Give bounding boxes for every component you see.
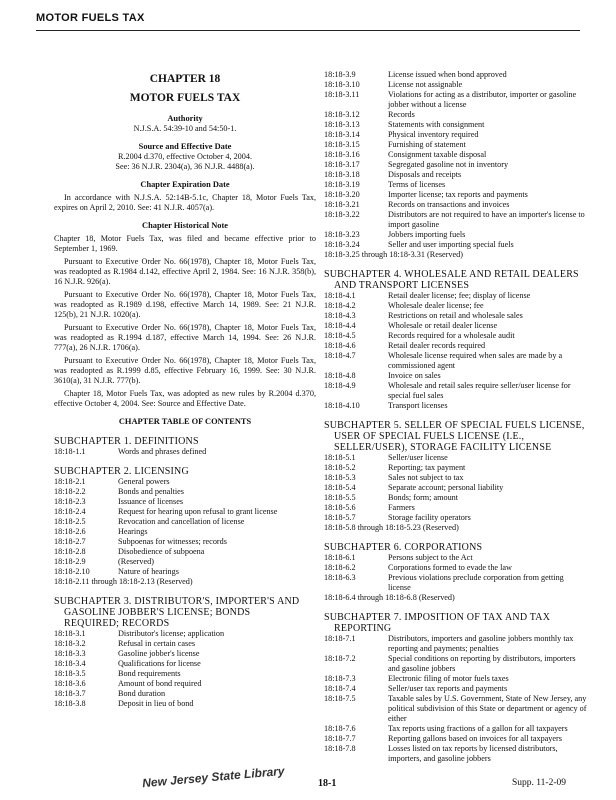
toc-section-title: Transport licenses: [388, 401, 448, 410]
toc-entry: [324, 331, 588, 341]
toc-section-number: 18:18-4.2: [324, 301, 356, 310]
toc-section-number: 18:18-5.2: [324, 463, 356, 472]
toc-section-title: Importer license; tax reports and payments: [388, 190, 528, 199]
toc-section-title: Seller/user tax reports and payments: [388, 684, 508, 693]
toc-section-number: 18:18-4.8: [324, 371, 356, 380]
toc-section-number: 18:18-3.13: [324, 120, 360, 129]
toc-entry: [54, 689, 316, 699]
expiration-text: In accordance with N.J.S.A. 52:14B-5.1c, Chapter 18, Motor Fuels Tax, expires on April 2, 2010. See: 41 N.J.R. 4057(a).: [54, 193, 316, 212]
toc-section-title: Jobbers importing fuels: [388, 230, 466, 239]
toc-entry: [324, 684, 588, 694]
toc-section-number: 18:18-7.6: [324, 724, 356, 733]
toc-section-title: Distributors, importers and gasoline jobbers monthly tax reporting and payments; penalties: [388, 634, 574, 653]
subchapter-heading: [324, 542, 588, 553]
authority-heading: Authority: [167, 114, 203, 123]
toc-section-number: 18:18-6.2: [324, 563, 356, 572]
toc-section-title: Words and phrases defined: [118, 447, 207, 456]
toc-entry: [324, 563, 588, 573]
chapter-number: CHAPTER 18: [149, 73, 221, 85]
toc-entry: [324, 351, 588, 371]
toc-section-number: 18:18-3.23: [324, 230, 360, 239]
toc-entry: [324, 744, 588, 764]
subchapter-heading-line: SELLER/USER), STORAGE FACILITY LICENSE: [334, 442, 552, 453]
subchapter-heading-line: SUBCHAPTER 5. SELLER OF SPECIAL FUELS LICENSE,: [324, 420, 585, 431]
toc-heading: CHAPTER TABLE OF CONTENTS: [118, 417, 252, 426]
toc-section-number: 18:18-3.5: [54, 669, 86, 678]
subchapter-heading: [54, 466, 316, 477]
toc-section-title: Tax reports using fractions of a gallon for all taxpayers: [388, 724, 568, 733]
toc-entry: [324, 110, 588, 120]
source-line: See: 36 N.J.R. 2304(a), 36 N.J.R. 4488(a).: [115, 162, 255, 171]
toc-entry: [54, 659, 316, 669]
toc-entry: [324, 230, 588, 240]
subchapter-heading-line: REQUIRED; RECORDS: [64, 618, 170, 629]
subchapter-heading-line: SUBCHAPTER 7. IMPOSITION OF TAX AND TAX: [324, 612, 551, 623]
toc-entry: [54, 557, 316, 567]
toc-section-title: Records required for a wholesale audit: [388, 331, 515, 340]
toc-section-number: 18:18-5.7: [324, 513, 356, 522]
toc-reserved-range: 18:18-2.11 through 18:18-2.13 (Reserved): [54, 577, 193, 586]
toc-entry: [324, 80, 588, 90]
toc-entry: [54, 639, 316, 649]
toc-section-title: Reporting; tax payment: [388, 463, 466, 472]
toc-section-number: 18:18-7.2: [324, 654, 356, 663]
library-stamp: New Jersey State Library: [141, 763, 286, 791]
toc-section-title: Gasoline jobber's license: [118, 649, 200, 658]
toc-section-number: 18:18-2.5: [54, 517, 86, 526]
toc-section-number: 18:18-3.15: [324, 140, 360, 149]
toc-entry: [324, 463, 588, 473]
toc-entry: [324, 190, 588, 200]
toc-section-number: 18:18-2.8: [54, 547, 86, 556]
toc-section-title: Request for hearing upon refusal to grant license: [118, 507, 278, 516]
history-paragraph: Chapter 18, Motor Fuels Tax, was adopted as new rules by R.2004 d.370, effective October 4, 2004. See: Source and Effective Date.: [54, 389, 316, 408]
page-number: 18-1: [318, 778, 337, 789]
left-column: [54, 72, 316, 709]
toc-entry: [324, 90, 588, 110]
toc-entry: [54, 567, 316, 577]
left-toc-list: [54, 436, 316, 709]
subchapter-heading-line: SUBCHAPTER 3. DISTRIBUTOR'S, IMPORTER'S AND: [54, 596, 300, 607]
authority-text: N.J.S.A. 54:39-10 and 54:50-1.: [133, 124, 237, 133]
toc-section-title: Bond duration: [118, 689, 166, 698]
toc-entry: [54, 629, 316, 639]
subchapter-heading: [324, 269, 588, 291]
toc-section-number: 18:18-4.4: [324, 321, 356, 330]
toc-entry: [324, 240, 588, 250]
toc-entry: [324, 473, 588, 483]
toc-section-number: 18:18-3.6: [54, 679, 86, 688]
subchapter-heading-line: AND TRANSPORT LICENSES: [334, 280, 470, 291]
toc-section-title: Special conditions on reporting by distributors, importers and gasoline jobbers: [388, 654, 576, 673]
toc-section-title: Wholesale dealer license; fee: [388, 301, 484, 310]
toc-section-number: 18:18-3.20: [324, 190, 360, 199]
toc-entry: [324, 311, 588, 321]
toc-entry: [54, 487, 316, 497]
toc-section-title: Seller and user importing special fuels: [388, 240, 514, 249]
toc-section-title: Revocation and cancellation of license: [118, 517, 245, 526]
toc-section-number: 18:18-3.1: [54, 629, 86, 638]
toc-section-number: 18:18-6.3: [324, 573, 356, 582]
subchapter-heading: [54, 596, 316, 629]
toc-section-number: 18:18-4.9: [324, 381, 356, 390]
toc-section-title: Disposals and receipts: [388, 170, 462, 179]
toc-entry: [324, 371, 588, 381]
toc-section-title: Wholesale or retail dealer license: [388, 321, 498, 330]
toc-section-number: 18:18-3.7: [54, 689, 86, 698]
toc-entry: [324, 150, 588, 160]
toc-section-title: Qualifications for license: [118, 659, 201, 668]
toc-entry: [54, 517, 316, 527]
toc-section-number: 18:18-4.10: [324, 401, 360, 410]
expiration-heading: Chapter Expiration Date: [140, 180, 230, 189]
toc-section-title: Invoice on sales: [388, 371, 441, 380]
toc-section-title: Electronic filing of motor fuels taxes: [388, 674, 509, 683]
toc-reserved-range: 18:18-5.8 through 18:18-5.23 (Reserved): [324, 523, 459, 532]
toc-section-number: 18:18-6.1: [324, 553, 356, 562]
toc-entry: [324, 210, 588, 230]
header-rule: [36, 30, 580, 31]
toc-section-title: General powers: [118, 477, 170, 486]
toc-entry: [324, 694, 588, 724]
toc-section-number: 18:18-5.1: [324, 453, 356, 462]
toc-section-number: 18:18-4.6: [324, 341, 356, 350]
toc-section-title: Taxable sales by U.S. Government, State of New Jersey, any political subdivision of this State or department or agency of either: [388, 694, 587, 723]
history-paragraph: Pursuant to Executive Order No. 66(1978), Chapter 18, Motor Fuels Tax, was readopted as R.1999 d.85, effective February 16, 1999. See: 30 N.J.R. 3610(a), 31 N.J.R. 777(b).: [54, 356, 316, 385]
toc-section-title: (Reserved): [118, 557, 154, 566]
toc-section-title: Sales not subject to tax: [388, 473, 464, 482]
toc-section-number: 18:18-5.4: [324, 483, 356, 492]
toc-section-number: 18:18-3.19: [324, 180, 360, 189]
toc-section-number: 18:18-2.3: [54, 497, 86, 506]
toc-entry: [54, 547, 316, 557]
toc-entry: [324, 140, 588, 150]
toc-section-title: Amount of bond required: [118, 679, 202, 688]
toc-section-title: Disobedience of subpoena: [118, 547, 205, 556]
source-heading: Source and Effective Date: [138, 142, 232, 151]
subchapter-heading: [324, 612, 588, 634]
history-paragraph: Pursuant to Executive Order No. 66(1978), Chapter 18, Motor Fuels Tax, was readopted as R.1989 d.198, effective March 14, 1989. See: 21 N.J.R. 125(b), 21 N.J.R. 1020(a).: [54, 290, 316, 319]
toc-section-number: 18:18-7.8: [324, 744, 356, 753]
toc-entry: [54, 507, 316, 517]
subchapter-heading-line: USER OF SPECIAL FUELS LICENSE (I.E.,: [334, 431, 525, 442]
toc-entry: [54, 669, 316, 679]
history-heading: Chapter Historical Note: [142, 221, 228, 230]
toc-entry: [54, 679, 316, 689]
toc-section-title: Issuance of licenses: [118, 497, 184, 506]
toc-section-number: 18:18-2.2: [54, 487, 86, 496]
toc-section-title: Wholesale and retail sales require seller/user license for special fuel sales: [388, 381, 571, 400]
toc-section-number: 18:18-3.21: [324, 200, 360, 209]
toc-section-title: Corporations formed to evade the law: [388, 563, 512, 572]
toc-reserved-range: 18:18-6.4 through 18:18-6.8 (Reserved): [324, 593, 455, 602]
toc-section-title: Bonds and penalties: [118, 487, 184, 496]
toc-section-title: License issued when bond approved: [388, 70, 507, 79]
toc-section-title: Retail dealer records required: [388, 341, 486, 350]
toc-entry: [54, 649, 316, 659]
toc-section-title: Persons subject to the Act: [388, 553, 473, 562]
toc-entry: [324, 160, 588, 170]
toc-entry: [324, 170, 588, 180]
toc-entry: [324, 341, 588, 351]
toc-entry: [324, 493, 588, 503]
toc-entry: [324, 634, 588, 654]
toc-section-number: 18:18-7.4: [324, 684, 356, 693]
toc-entry: [324, 573, 588, 593]
toc-section-number: 18:18-3.4: [54, 659, 86, 668]
history-paragraph: Pursuant to Executive Order No. 66(1978), Chapter 18, Motor Fuels Tax, was readopted as R.1984 d.142, effective April 2, 1984. See: 16 N.J.R. 358(b), 16 N.J.R. 926(a).: [54, 257, 316, 286]
toc-entry: [324, 503, 588, 513]
toc-entry: [54, 537, 316, 547]
toc-section-title: Reporting gallons based on invoices for all taxpayers: [388, 734, 562, 743]
toc-section-number: 18:18-3.14: [324, 130, 360, 139]
subchapter-heading: [54, 436, 316, 447]
toc-section-title: Violations for acting as a distributor, importer or gasoline jobber without a license: [388, 90, 577, 109]
toc-entry: [324, 654, 588, 674]
toc-section-title: Refusal in certain cases: [118, 639, 196, 648]
toc-section-number: 18:18-3.16: [324, 150, 360, 159]
toc-entry: [324, 724, 588, 734]
running-head: MOTOR FUELS TAX: [36, 12, 145, 24]
toc-section-title: Wholesale license required when sales are made by a commissioned agent: [388, 351, 563, 370]
chapter-title: MOTOR FUELS TAX: [129, 92, 241, 104]
toc-entry: [324, 553, 588, 563]
toc-section-number: 18:18-7.7: [324, 734, 356, 743]
toc-section-title: Retail dealer license; fee; display of license: [388, 291, 531, 300]
toc-section-number: 18:18-2.4: [54, 507, 86, 516]
toc-section-title: Records on transactions and invoices: [388, 200, 510, 209]
toc-section-title: Deposit in lieu of bond: [118, 699, 194, 708]
history-paragraph: Chapter 18, Motor Fuels Tax, was filed and became effective prior to September 1, 1969.: [54, 234, 316, 253]
toc-section-number: 18:18-3.10: [324, 80, 360, 89]
supplement-date: Supp. 11-2-09: [512, 778, 567, 788]
toc-entry: [324, 70, 588, 80]
toc-section-number: 18:18-4.5: [324, 331, 356, 340]
history-paragraph: Pursuant to Executive Order No. 66(1978), Chapter 18, Motor Fuels Tax, was readopted as R.1994 d.187, effective March 14, 1994. See: 26 N.J.R. 777(a), 26 N.J.R. 1706(a).: [54, 323, 316, 352]
toc-section-number: 18:18-3.12: [324, 110, 360, 119]
toc-section-number: 18:18-2.1: [54, 477, 86, 486]
toc-entry: [324, 401, 588, 411]
toc-section-number: 18:18-2.6: [54, 527, 86, 536]
toc-section-number: 18:18-5.6: [324, 503, 356, 512]
toc-section-title: Segregated gasoline not in inventory: [388, 160, 509, 169]
toc-section-number: 18:18-2.9: [54, 557, 86, 566]
toc-section-title: Bond requirements: [118, 669, 181, 678]
toc-section-number: 18:18-7.3: [324, 674, 356, 683]
toc-entry: [324, 180, 588, 190]
toc-entry: [324, 321, 588, 331]
toc-section-number: 18:18-4.1: [324, 291, 356, 300]
toc-section-title: Records: [388, 110, 415, 119]
toc-section-number: 18:18-3.18: [324, 170, 360, 179]
right-column: [324, 70, 588, 764]
toc-entry: [324, 301, 588, 311]
toc-section-title: Subpoenas for witnesses; records: [118, 537, 227, 546]
toc-section-title: Terms of licenses: [388, 180, 446, 189]
toc-entry: [324, 130, 588, 140]
toc-section-title: Farmers: [388, 503, 415, 512]
subchapter-heading-line: SUBCHAPTER 4. WHOLESALE AND RETAIL DEALERS: [324, 269, 579, 280]
toc-section-number: 18:18-2.7: [54, 537, 86, 546]
toc-section-title: Consignment taxable disposal: [388, 150, 487, 159]
toc-section-number: 18:18-3.9: [324, 70, 356, 79]
subchapter-heading: [324, 420, 588, 453]
toc-entry: [54, 497, 316, 507]
toc-section-title: Seller/user license: [388, 453, 448, 462]
toc-section-number: 18:18-3.24: [324, 240, 360, 249]
toc-entry: [54, 527, 316, 537]
subchapter-heading-line: SUBCHAPTER 2. LICENSING: [54, 466, 189, 477]
toc-section-title: Hearings: [118, 527, 148, 536]
toc-section-title: Previous violations preclude corporation from getting license: [388, 573, 564, 592]
toc-section-number: 18:18-7.1: [324, 634, 356, 643]
right-toc-list: [324, 70, 588, 764]
toc-section-number: 18:18-3.8: [54, 699, 86, 708]
toc-section-number: 18:18-7.5: [324, 694, 356, 703]
toc-section-number: 18:18-3.2: [54, 639, 86, 648]
toc-section-number: 18:18-4.7: [324, 351, 356, 360]
subchapter-heading-line: REPORTING: [334, 623, 392, 634]
toc-entry: [324, 291, 588, 301]
toc-section-title: Storage facility operators: [388, 513, 471, 522]
toc-entry: [324, 674, 588, 684]
toc-section-title: Restrictions on retail and wholesale sales: [388, 311, 523, 320]
toc-entry: [324, 734, 588, 744]
toc-section-title: Statements with consignment: [388, 120, 485, 129]
toc-entry: [54, 477, 316, 487]
toc-entry: [324, 453, 588, 463]
toc-section-number: 18:18-3.3: [54, 649, 86, 658]
subchapter-heading-line: SUBCHAPTER 1. DEFINITIONS: [54, 436, 199, 447]
toc-section-title: Losses listed on tax reports by licensed distributors, importers, and gasoline jobbers: [388, 744, 558, 763]
toc-entry: [324, 120, 588, 130]
toc-entry: [324, 513, 588, 523]
toc-section-number: 18:18-1.1: [54, 447, 86, 456]
subchapter-heading-line: GASOLINE JOBBER'S LICENSE; BONDS: [64, 607, 251, 618]
toc-section-number: 18:18-3.17: [324, 160, 360, 169]
toc-entry: [324, 483, 588, 493]
toc-section-number: 18:18-2.10: [54, 567, 90, 576]
toc-entry: [54, 699, 316, 709]
toc-section-title: Separate account; personal liability: [388, 483, 504, 492]
toc-section-title: Distributor's license; application: [118, 629, 225, 638]
toc-section-title: Physical inventory required: [388, 130, 479, 139]
toc-section-title: Distributors are not required to have an importer's license to import gasoline: [388, 210, 585, 229]
toc-section-title: Nature of hearings: [118, 567, 179, 576]
toc-section-title: Bonds; form; amount: [388, 493, 459, 502]
toc-section-number: 18:18-5.5: [324, 493, 356, 502]
toc-section-number: 18:18-5.3: [324, 473, 356, 482]
toc-section-title: Furnishing of statement: [388, 140, 466, 149]
toc-section-title: License not assignable: [388, 80, 463, 89]
toc-reserved-range: 18:18-3.25 through 18:18-3.31 (Reserved): [324, 250, 463, 259]
subchapter-heading-line: SUBCHAPTER 6. CORPORATIONS: [324, 542, 483, 553]
toc-section-number: 18:18-3.11: [324, 90, 360, 99]
toc-entry: [324, 200, 588, 210]
toc-section-number: 18:18-4.3: [324, 311, 356, 320]
toc-entry: [54, 447, 316, 457]
source-line: R.2004 d.370, effective October 4, 2004.: [117, 152, 252, 161]
toc-section-number: 18:18-3.22: [324, 210, 360, 219]
toc-entry: [324, 381, 588, 401]
